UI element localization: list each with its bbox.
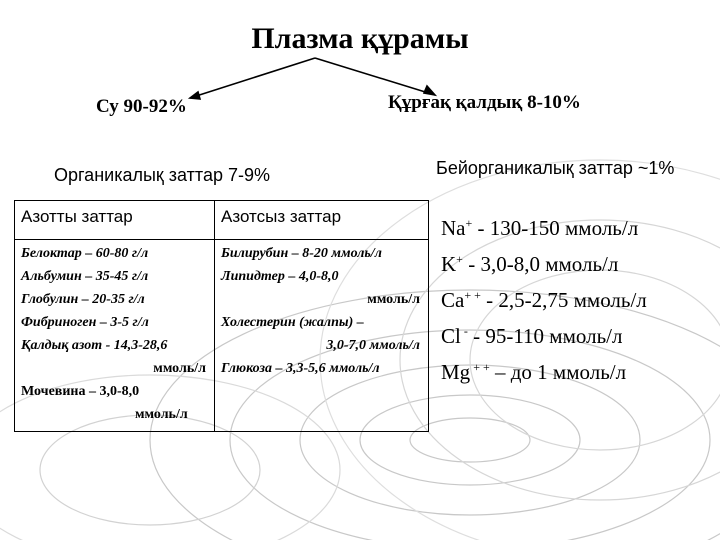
ion-symbol: K [441, 252, 457, 276]
ion-range: - 3,0-8,0 ммоль/л [462, 252, 619, 276]
organic-label: Органикалық заттар 7-9% [54, 165, 270, 185]
urea-unit: ммоль/л [135, 407, 188, 422]
albumin-line: Альбумин – 35-45 г/л [21, 269, 149, 284]
cholesterol-value: 3,0-7,0 ммоль/л [326, 338, 420, 353]
water-label: Су 90-92% [96, 96, 187, 117]
ion-range: - 130-150 ммоль/л [472, 216, 639, 240]
nitrogen-header: Азотты заттар [15, 201, 215, 240]
ion-charge: + + [470, 360, 490, 374]
ion-charge: + [456, 252, 463, 266]
inorganic-label: Бейорганикалық заттар ~1% [436, 158, 675, 178]
ion-symbol: Na [441, 216, 466, 240]
ion-charge: + + [464, 288, 481, 302]
globulin-line: Глобулин – 20-35 г/л [21, 292, 145, 307]
urea-line: Мочевина – 3,0-8,0 [21, 384, 140, 399]
ion-symbol: Cl [441, 324, 461, 348]
bilirubin-line: Билирубин – 8-20 ммоль/л [221, 246, 382, 261]
ion-list [441, 208, 647, 388]
proteins-line: Белоктар – 60-80 г/л [21, 246, 149, 261]
dry-residue-label: Құрғақ қалдық 8-10% [388, 92, 581, 113]
ion-cl [441, 316, 647, 352]
ion-range: - 95-110 ммоль/л [467, 324, 623, 348]
fibrinogen-line: Фибриноген – 3-5 г/л [21, 315, 149, 330]
ion-charge: - [460, 324, 468, 338]
ion-mg [441, 352, 647, 388]
ion-na [441, 208, 647, 244]
page-title: Плазма құрамы [251, 22, 469, 55]
nitrogen-cell [15, 240, 215, 432]
ion-range: – до 1 ммоль/л [489, 360, 627, 384]
lipids-unit: ммоль/л [367, 292, 420, 307]
residual-nitrogen-unit: ммоль/л [153, 361, 206, 376]
ion-range: - 2,5-2,75 ммоль/л [480, 288, 647, 312]
ion-ca [441, 280, 647, 316]
cholesterol-line: Холестерин (жалпы) – [221, 315, 364, 330]
glucose-line: Глюкоза – 3,3-5,6 ммоль/л [221, 361, 380, 376]
residual-nitrogen-line: Қалдық азот - 14,3-28,6 [21, 338, 168, 353]
ion-symbol: Mg [441, 360, 471, 384]
ion-k [441, 244, 647, 280]
organic-table [14, 200, 429, 432]
lipids-line: Липидтер – 4,0-8,0 [221, 269, 339, 284]
ion-symbol: Ca [441, 288, 465, 312]
ion-charge: + [465, 216, 473, 230]
nonnitrogen-cell [215, 240, 429, 432]
nonnitrogen-header: Азотсыз заттар [215, 201, 429, 240]
